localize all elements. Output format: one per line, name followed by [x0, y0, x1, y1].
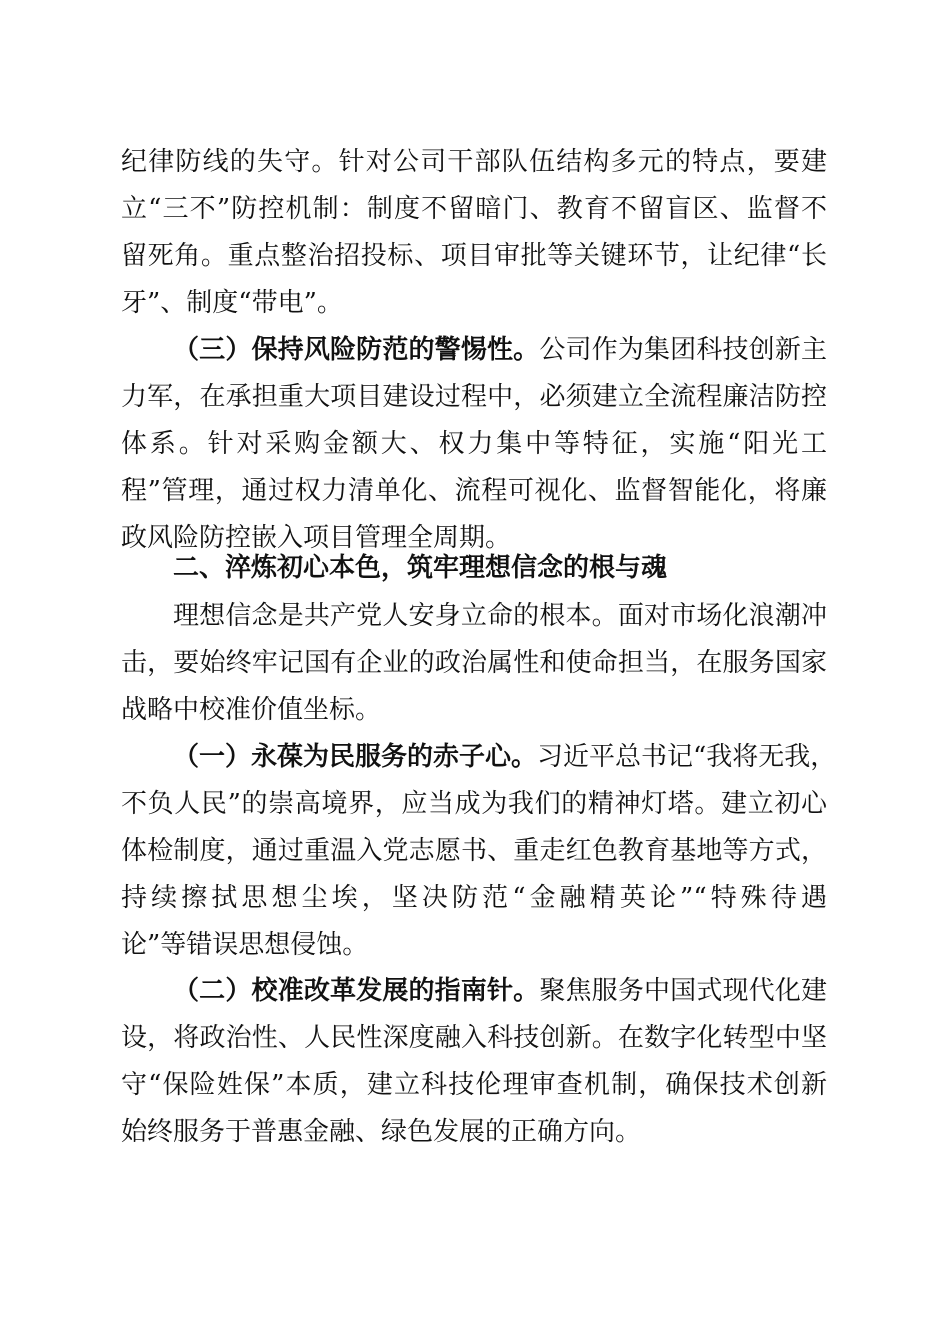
- paragraph-line: 体检制度，通过重温入党志愿书、重走红色教育基地等方式，: [121, 836, 827, 866]
- subsection-1-first-line: [173, 737, 837, 777]
- paragraph-line: 守“保险姓保”本质，建立科技伦理审查机制，确保技术创新: [121, 1070, 827, 1100]
- paragraph-line: 战略中校准价值坐标。: [121, 695, 382, 725]
- paragraph-line: 纪律防线的失守。针对公司干部队伍结构多元的特点，要建: [121, 147, 827, 177]
- section-3-first-line: [173, 330, 827, 370]
- paragraph-line: 力军，在承担重大项目建设过程中，必须建立全流程廉洁防控: [121, 382, 827, 412]
- paragraph-line: 持续擦拭思想尘埃，坚决防范“金融精英论”“特殊待遇: [121, 883, 827, 913]
- paragraph-line: 始终服务于普惠金融、绿色发展的正确方向。: [121, 1117, 642, 1147]
- section-heading: 二、淬炼初心本色，筑牢理想信念的根与魂: [173, 553, 668, 583]
- paragraph-line: 设，将政治性、人民性深度融入科技创新。在数字化转型中坚: [121, 1023, 827, 1053]
- paragraph-line: 论”等错误思想侵蚀。: [121, 930, 369, 960]
- paragraph-line: 不负人民”的崇高境界，应当成为我们的精神灯塔。建立初心: [121, 789, 827, 819]
- paragraph-line: 留死角。重点整治招投标、项目审批等关键环节，让纪律“长: [121, 241, 827, 271]
- paragraph-line: 政风险防控嵌入项目管理全周期。: [121, 523, 512, 553]
- subsection-2-lead: （二）校准改革发展的指南针。: [173, 976, 540, 1006]
- section-3-text: 公司作为集团科技创新主: [539, 335, 827, 365]
- subsection-2-text: 聚焦服务中国式现代化建: [539, 976, 827, 1006]
- paragraph-line: 理想信念是共产党人安身立命的根本。面对市场化浪潮冲: [173, 601, 827, 631]
- paragraph-line: 体系。针对采购金额大、权力集中等特征，实施“阳光工: [121, 429, 827, 459]
- subsection-1-text: 习近平总书记“我将无我，: [537, 742, 837, 772]
- paragraph-line: 立“三不”防控机制：制度不留暗门、教育不留盲区、监督不: [121, 194, 827, 224]
- paragraph-line: 牙”、制度“带电”。: [121, 288, 343, 318]
- subsection-2-first-line: [173, 971, 827, 1011]
- subsection-1-lead: （一）永葆为民服务的赤子心。: [173, 742, 538, 772]
- section-3-lead: （三）保持风险防范的警惕性。: [173, 335, 540, 365]
- paragraph-line: 击，要始终牢记国有企业的政治属性和使命担当，在服务国家: [121, 648, 827, 678]
- paragraph-line: 程”管理，通过权力清单化、流程可视化、监督智能化，将廉: [121, 476, 827, 506]
